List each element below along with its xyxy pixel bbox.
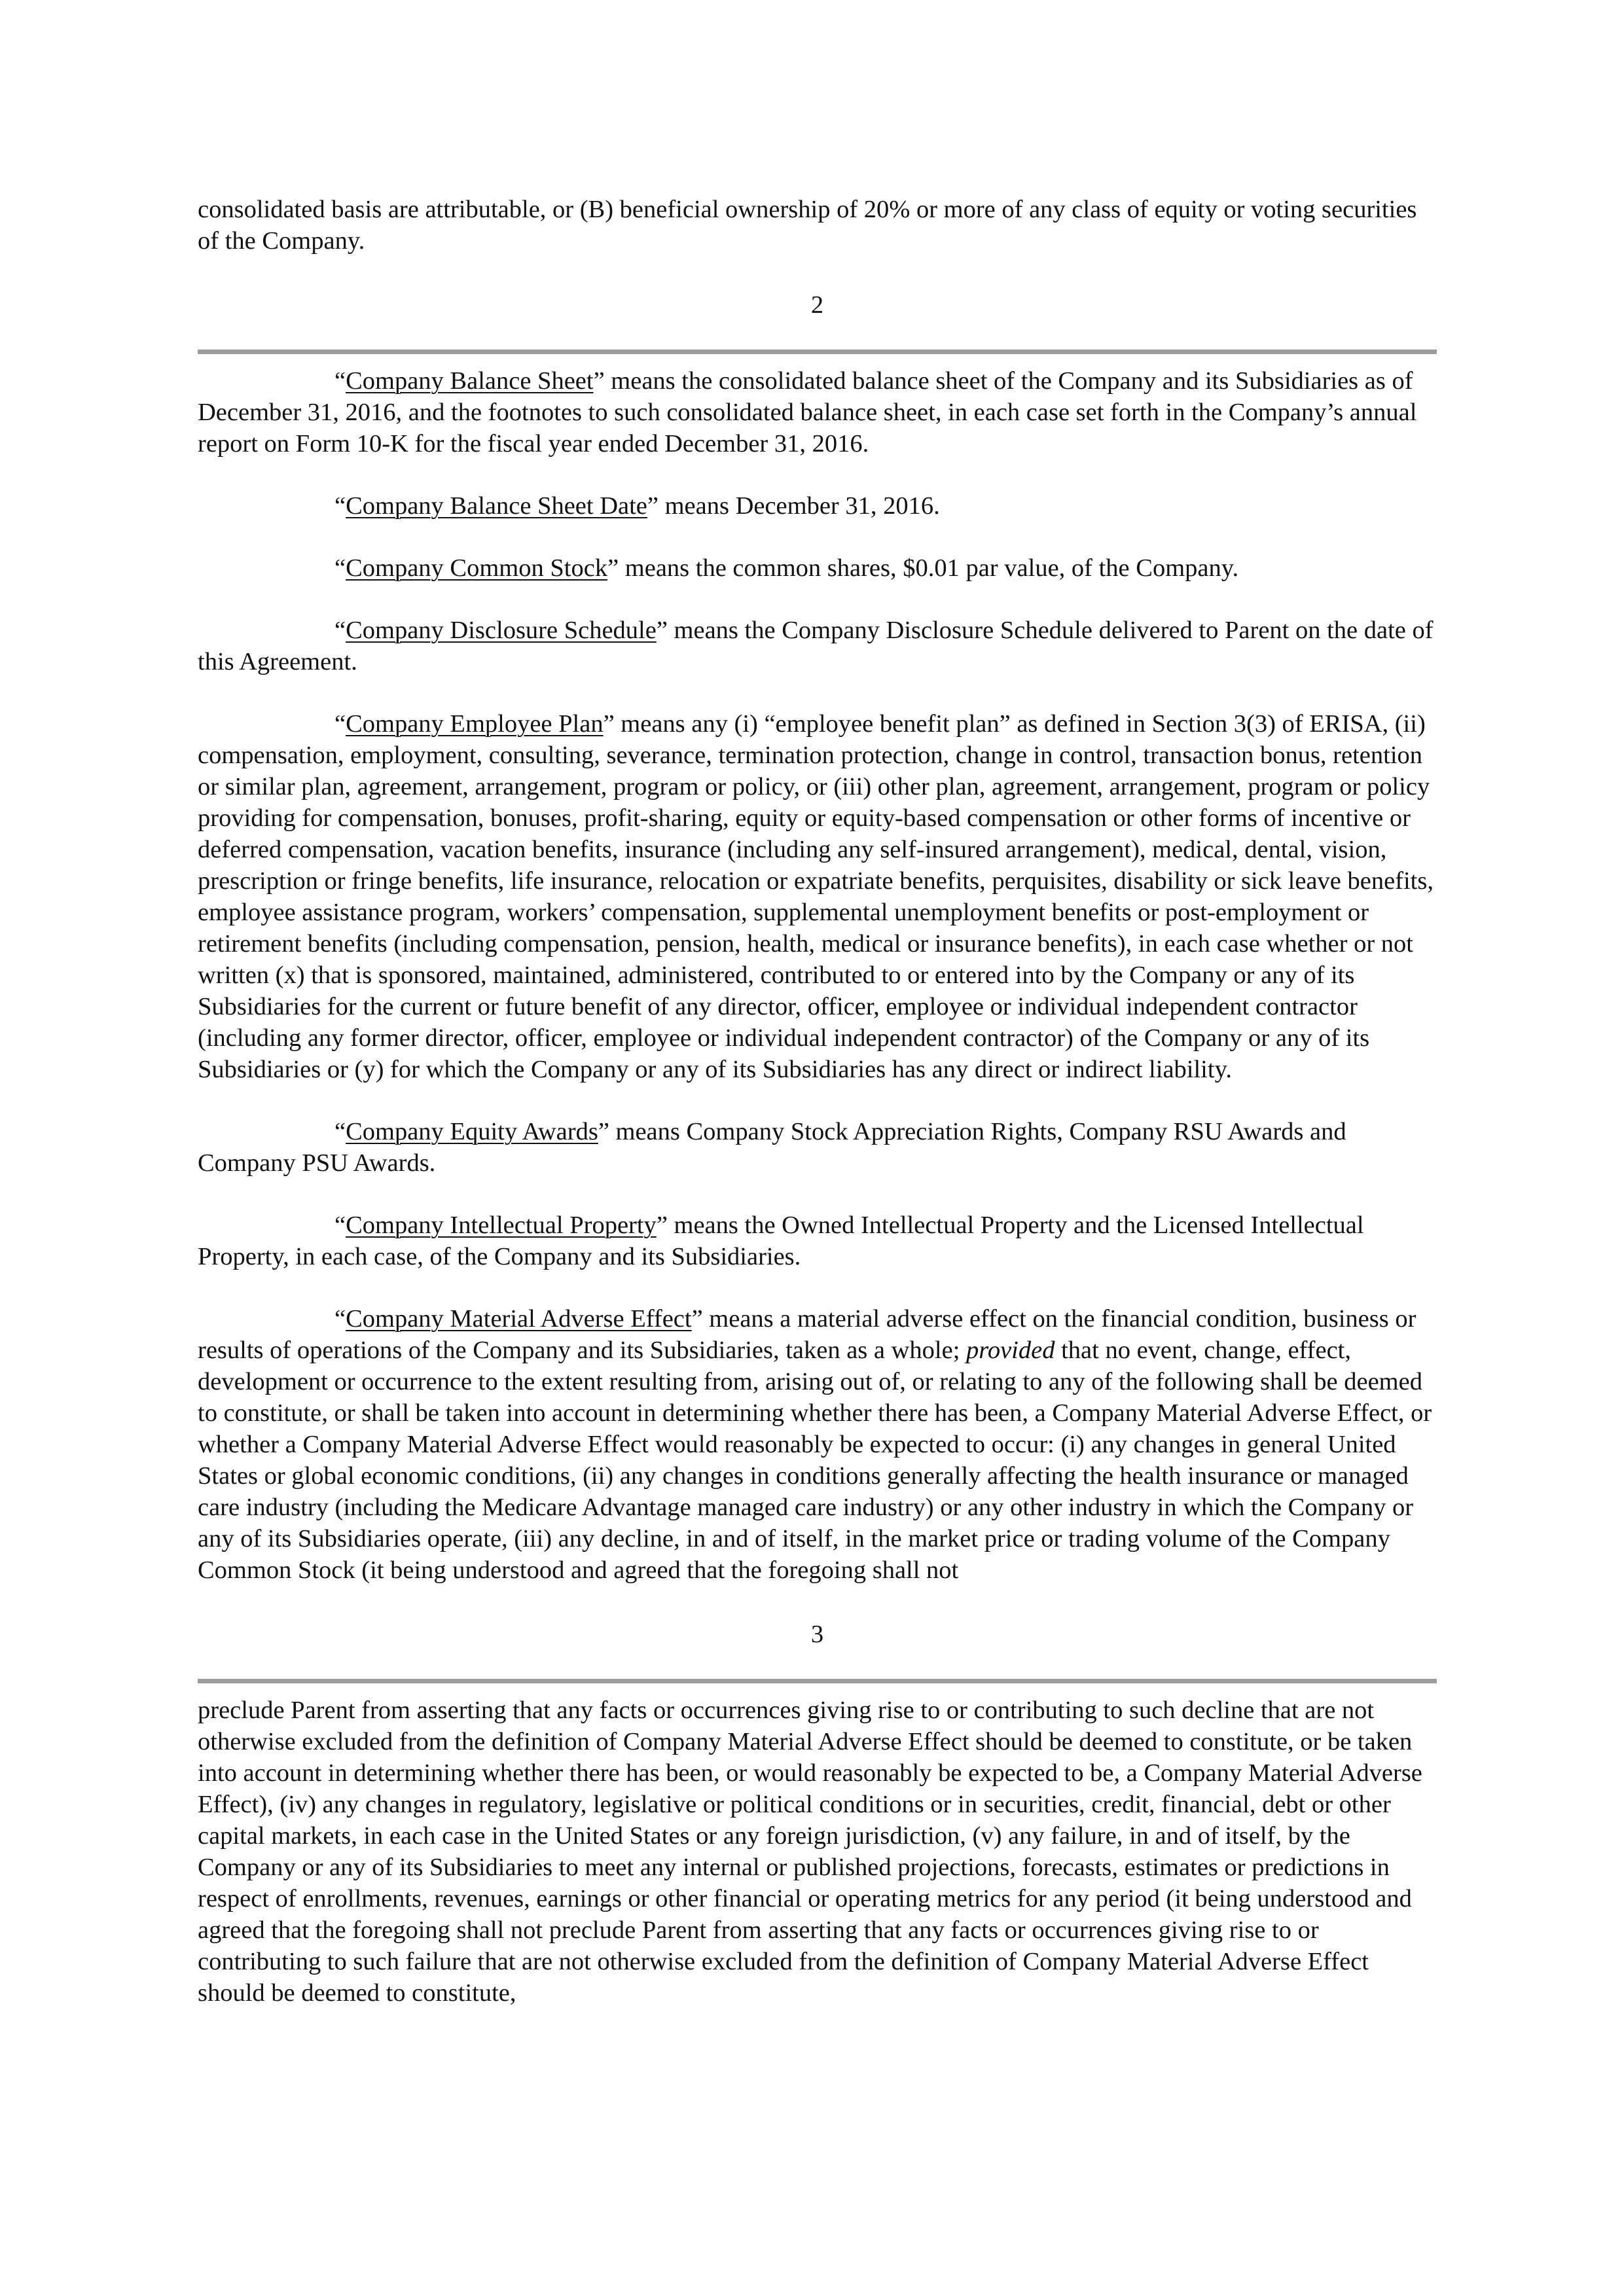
definition-company-equity-awards: “Company Equity Awards” means Company Stock Appreciation Rights, Company RSU Awards and Company PSU Awards. [198,1118,1346,1177]
defined-term: Company Balance Sheet Date [346,492,647,520]
page-break-rule [198,350,1437,354]
defined-term: Company Equity Awards [346,1118,598,1145]
paragraph-continued-mae: preclude Parent from asserting that any facts or occurrences giving rise to or contributing to such decline that are not otherwise excluded from the definition of Company Material Adverse Effect should be deemed to constitute, or be taken into account in determining whether there has been, or would reasonably be expected to be, a Company Material Adverse Effect), (iv) any changes in regulatory, legislative or political conditions or in securities, credit, financial, debt or other capital markets, in each case in the United States or any foreign jurisdiction, (v) any failure, in and of itself, by the Company or any of its Subsidiaries to meet any internal or published projections, forecasts, estimates or predictions in respect of enrollments, revenues, earnings or other financial or operating metrics for any period (it being understood and agreed that the foregoing shall not preclude Parent from asserting that any facts or occurrences giving rise to or contributing to such failure that are not otherwise excluded from the definition of Company Material Adverse Effect should be deemed to constitute, [198,1696,1422,2007]
definition-company-material-adverse-effect: “Company Material Adverse Effect” means a material adverse effect on the financial condition, business or results of operations of the Company and its Subsidiaries, taken as a whole; provided that no event, change, effect, development or occurrence to the extent resulting from, arising out of, or relating to any of the following shall be deemed to constitute, or shall be taken into account in determining whether there has been, a Company Material Adverse Effect, or whether a Company Material Adverse Effect would reasonably be expected to occur: (i) any changes in general United States or global economic conditions, (ii) any changes in conditions generally affecting the health insurance or managed care industry (including the Medicare Advantage managed care industry) or any other industry in which the Company or any of its Subsidiaries operate, (iii) any decline, in and of itself, in the market price or trading volume of the Company Common Stock (it being understood and agreed that the foregoing shall not [198,1305,1432,1584]
provided-italic: provided [966,1336,1055,1364]
paragraph-continued-affiliate: consolidated basis are attributable, or (B) beneficial ownership of 20% or more of any class of equity or voting securities of the Company. [198,196,1417,255]
definition-company-balance-sheet-date: “Company Balance Sheet Date” means December 31, 2016. [334,492,940,520]
definition-company-employee-plan: “Company Employee Plan” means any (i) “employee benefit plan” as defined in Section 3(3) of ERISA, (ii) compensation, employment, consulting, severance, termination protection, change in control, transaction bonus, retention or similar plan, agreement, arrangement, program or policy, or (iii) other plan, agreement, arrangement, program or policy providing for compensation, bonuses, profit-sharing, equity or equity-based compensation or other forms of incentive or deferred compensation, vacation benefits, insurance (including any self-insured arrangement), medical, dental, vision, prescription or fringe benefits, life insurance, relocation or expatriate benefits, perquisites, disability or sick leave benefits, employee assistance program, workers’ compensation, supplemental unemployment benefits or post-employment or retirement benefits (including compensation, pension, health, medical or insurance benefits), in each case whether or not written (x) that is sponsored, maintained, administered, contributed to or entered into by the Company or any of its Subsidiaries for the current or future benefit of any director, officer, employee or individual independent contractor (including any former director, officer, employee or individual independent contractor) of the Company or any of its Subsidiaries or (y) for which the Company or any of its Subsidiaries has any direct or indirect liability. [198,710,1434,1083]
definition-company-balance-sheet: “Company Balance Sheet” means the consolidated balance sheet of the Company and its Subsidiaries as of December 31, 2016, and the footnotes to such consolidated balance sheet, in each case set forth in the Company’s annual report on Form 10-K for the fiscal year ended December 31, 2016. [198,367,1417,457]
page-number: 2 [810,291,824,319]
definition-company-disclosure-schedule: “Company Disclosure Schedule” means the Company Disclosure Schedule delivered to Parent on the date of this Agreement. [198,617,1434,675]
page-break-rule [198,1679,1437,1683]
document-page [198,194,1437,2009]
defined-term: Company Intellectual Property [346,1211,657,1239]
defined-term: Company Balance Sheet [346,367,594,395]
defined-term: Company Employee Plan [346,710,604,738]
definition-company-common-stock: “Company Common Stock” means the common shares, $0.01 par value, of the Company. [334,554,1239,582]
defined-term: Company Common Stock [346,554,608,582]
defined-term: Company Material Adverse Effect [346,1305,692,1333]
definition-company-intellectual-property: “Company Intellectual Property” means the Owned Intellectual Property and the Licensed Intellectual Property, in each case, of the Company and its Subsidiaries. [198,1211,1364,1270]
defined-term: Company Disclosure Schedule [346,617,657,644]
page-number: 3 [810,1621,824,1648]
